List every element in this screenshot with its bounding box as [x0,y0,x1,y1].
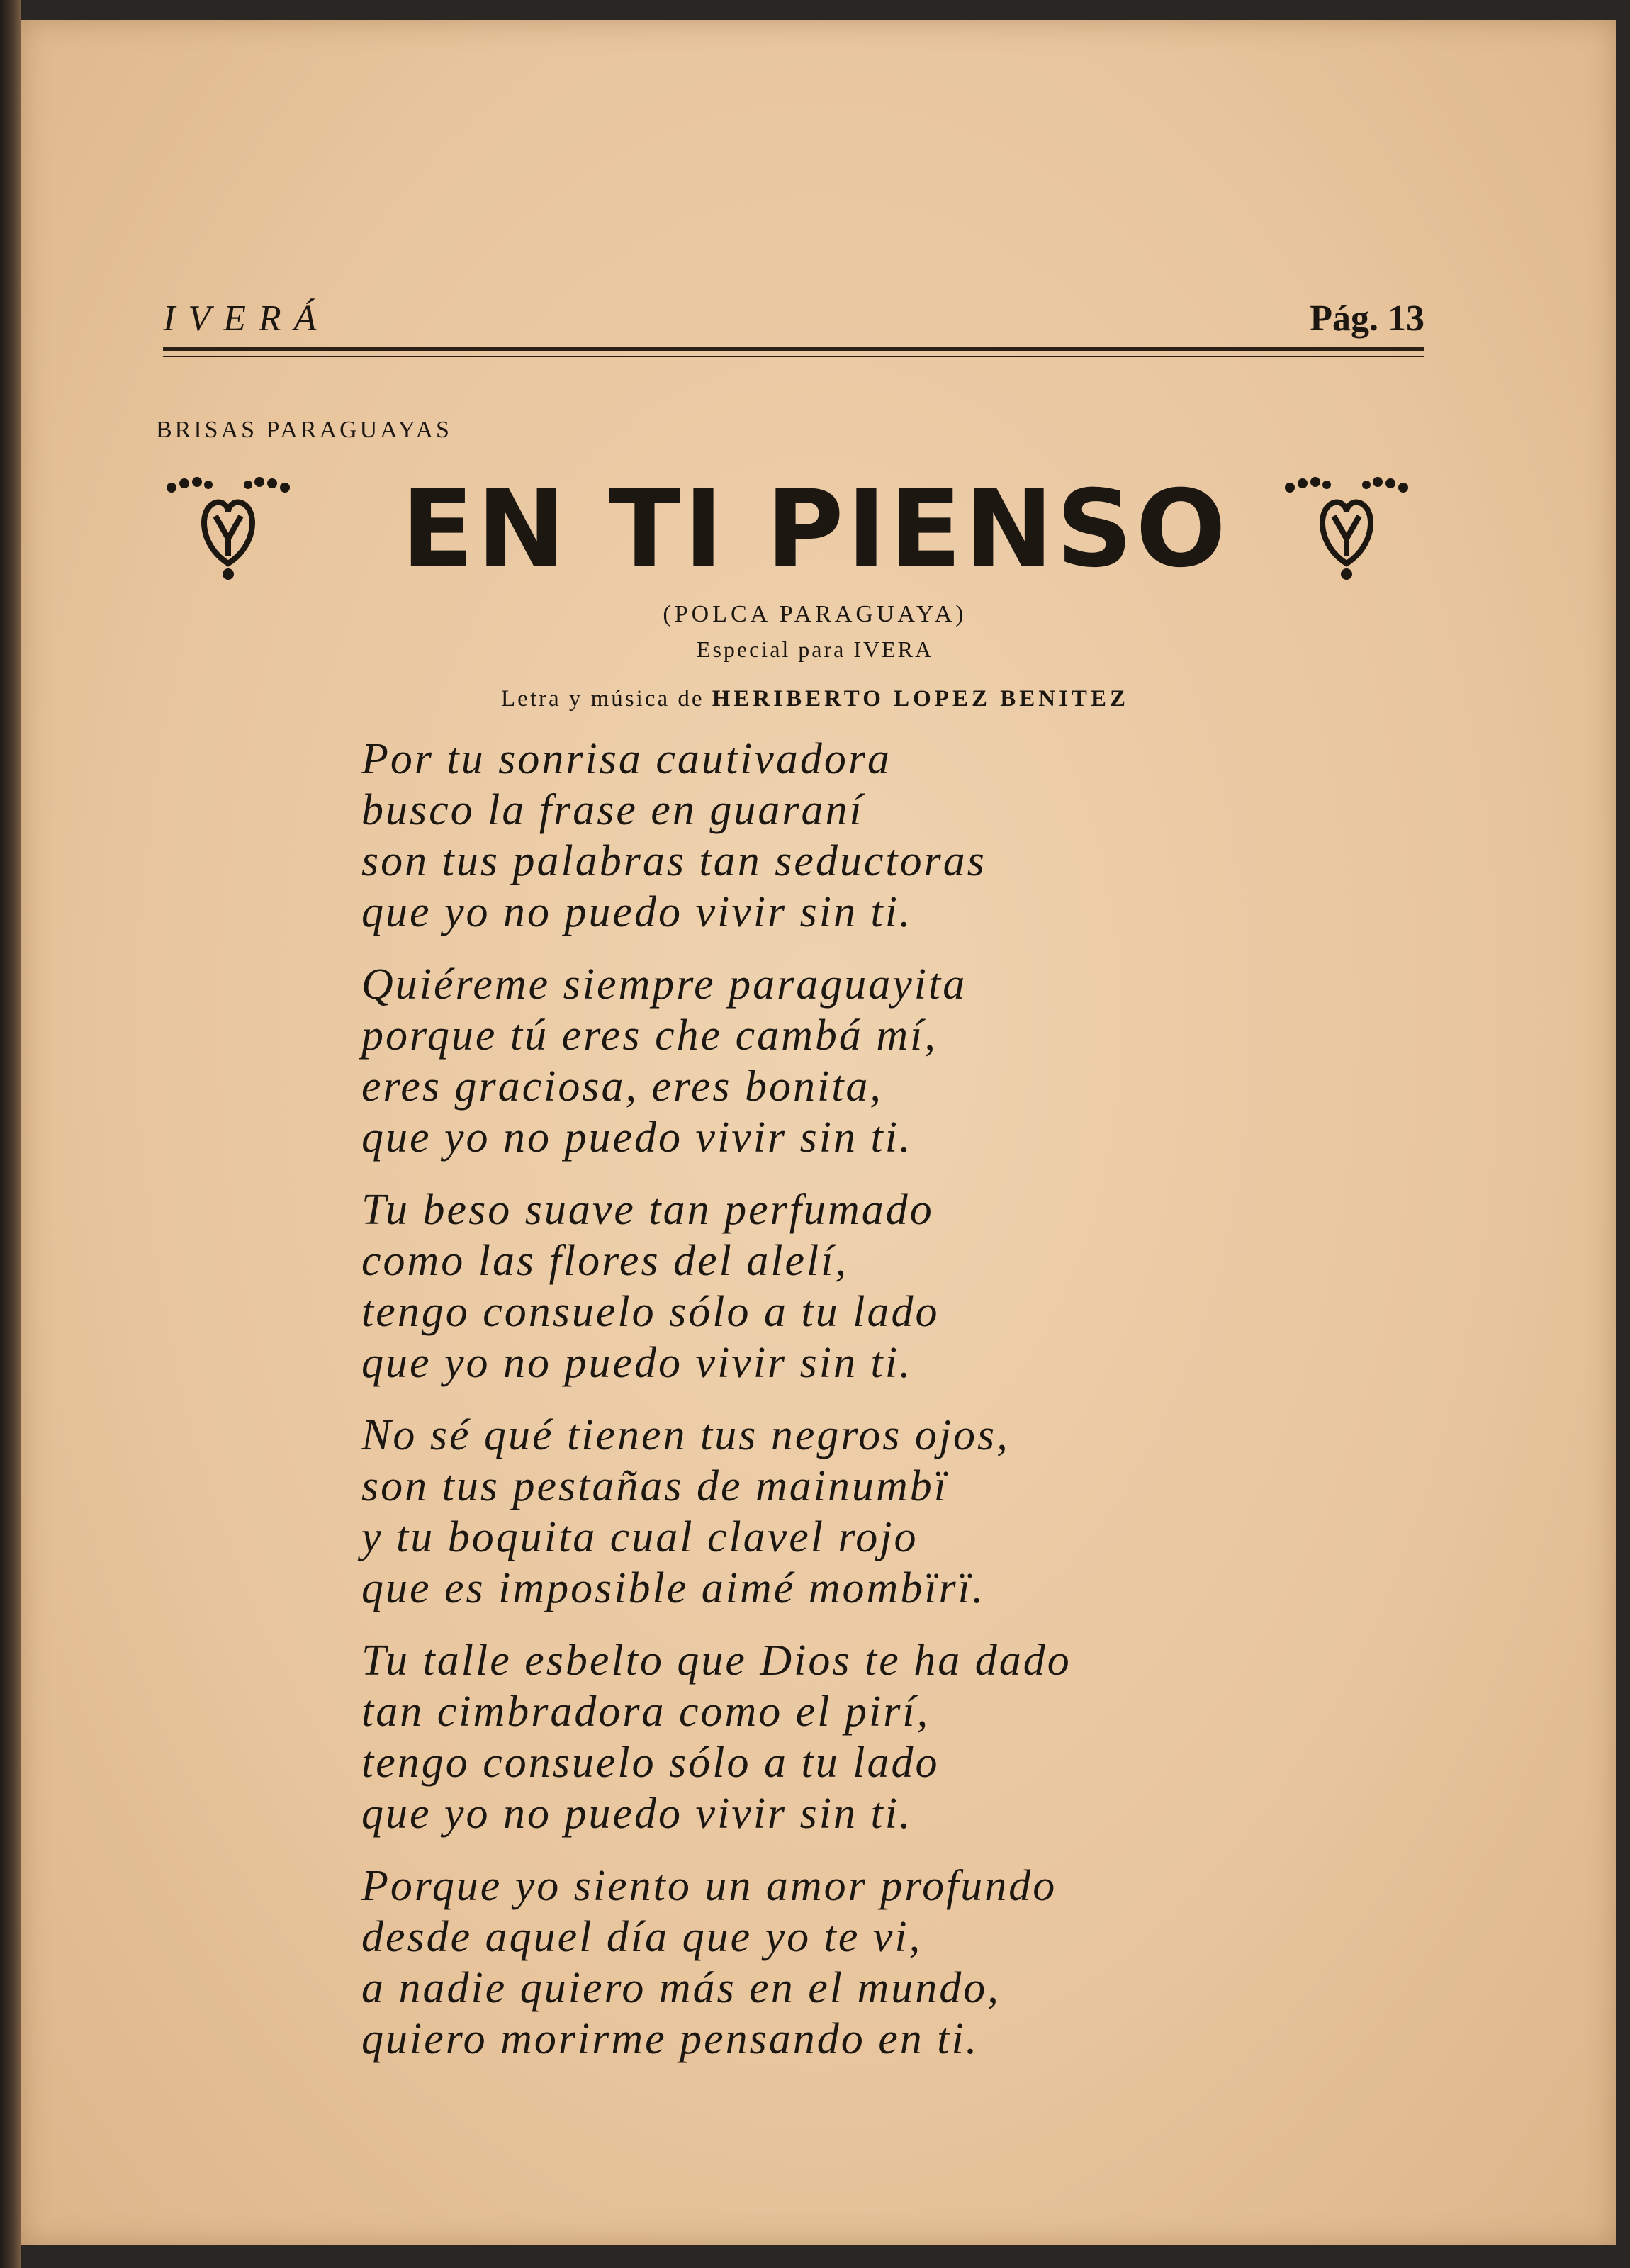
stanza-2 [361,959,1495,1163]
verse-line: que yo no puedo vivir sin ti. [361,888,913,936]
verse-line: Quiéreme siempre paraguayita [361,960,967,1009]
song-title: EN TI PIENSO [401,468,1229,591]
verse-line: Porque yo siento un amor profundo [361,1862,1057,1910]
song-credits [0,686,1630,712]
book-spine [0,0,21,2268]
verse-line: como las flores del alelí, [361,1237,849,1285]
header-rule [163,347,1424,351]
verse-line: desde aquel día que yo te vi, [361,1913,923,1961]
stanza-1 [361,734,1495,938]
section-label: BRISAS PARAGUAYAS [156,417,452,443]
verse-line: busco la frase en guaraní [361,786,864,834]
special-note: Especial para IVERA [696,636,934,662]
page-header [142,298,1424,354]
verse-line: y tu boquita cual clavel rojo [361,1513,918,1561]
verse-line: Por tu sonrisa cautivadora [361,735,892,783]
stanza-4 [361,1410,1495,1614]
song-genre: (POLCA PARAGUAYA) [663,601,967,627]
verse-line: tan cimbradora como el pirí, [361,1688,931,1736]
verse-line: tengo consuelo sólo a tu lado [361,1288,940,1336]
stanza-6 [361,1860,1495,2065]
verse-line: que yo no puedo vivir sin ti. [361,1339,913,1387]
verse-line: porque tú eres che cambá mí, [361,1011,938,1060]
verse-line: que yo no puedo vivir sin ti. [361,1790,913,1838]
verse-line: Tu beso suave tan perfumado [361,1186,934,1234]
verse-line: que es imposible aimé mombïrï. [361,1564,986,1612]
header-rule-thin [163,356,1424,357]
page-number: Pág. 13 [1310,298,1424,339]
verse-line: tengo consuelo sólo a tu lado [361,1739,940,1787]
lyrics [361,734,1495,2086]
verse-line: eres graciosa, eres bonita, [361,1062,883,1111]
verse-line: Tu talle esbelto que Dios te ha dado [361,1637,1072,1685]
verse-line: a nadie quiero más en el mundo, [361,1964,1001,2012]
verse-line: No sé qué tienen tus negros ojos, [361,1411,1010,1459]
verse-line: son tus pestañas de mainumbï [361,1462,948,1510]
stanza-3 [361,1184,1495,1388]
stanza-5 [361,1635,1495,1839]
author-name: HERIBERTO LOPEZ BENITEZ [712,686,1129,712]
running-title: IVERÁ [163,298,330,339]
verse-line: quiero morirme pensando en ti. [361,2015,979,2063]
verse-line: que yo no puedo vivir sin ti. [361,1113,913,1162]
credits-prefix: Letra y música de [501,686,704,712]
verse-line: son tus palabras tan seductoras [361,837,987,885]
